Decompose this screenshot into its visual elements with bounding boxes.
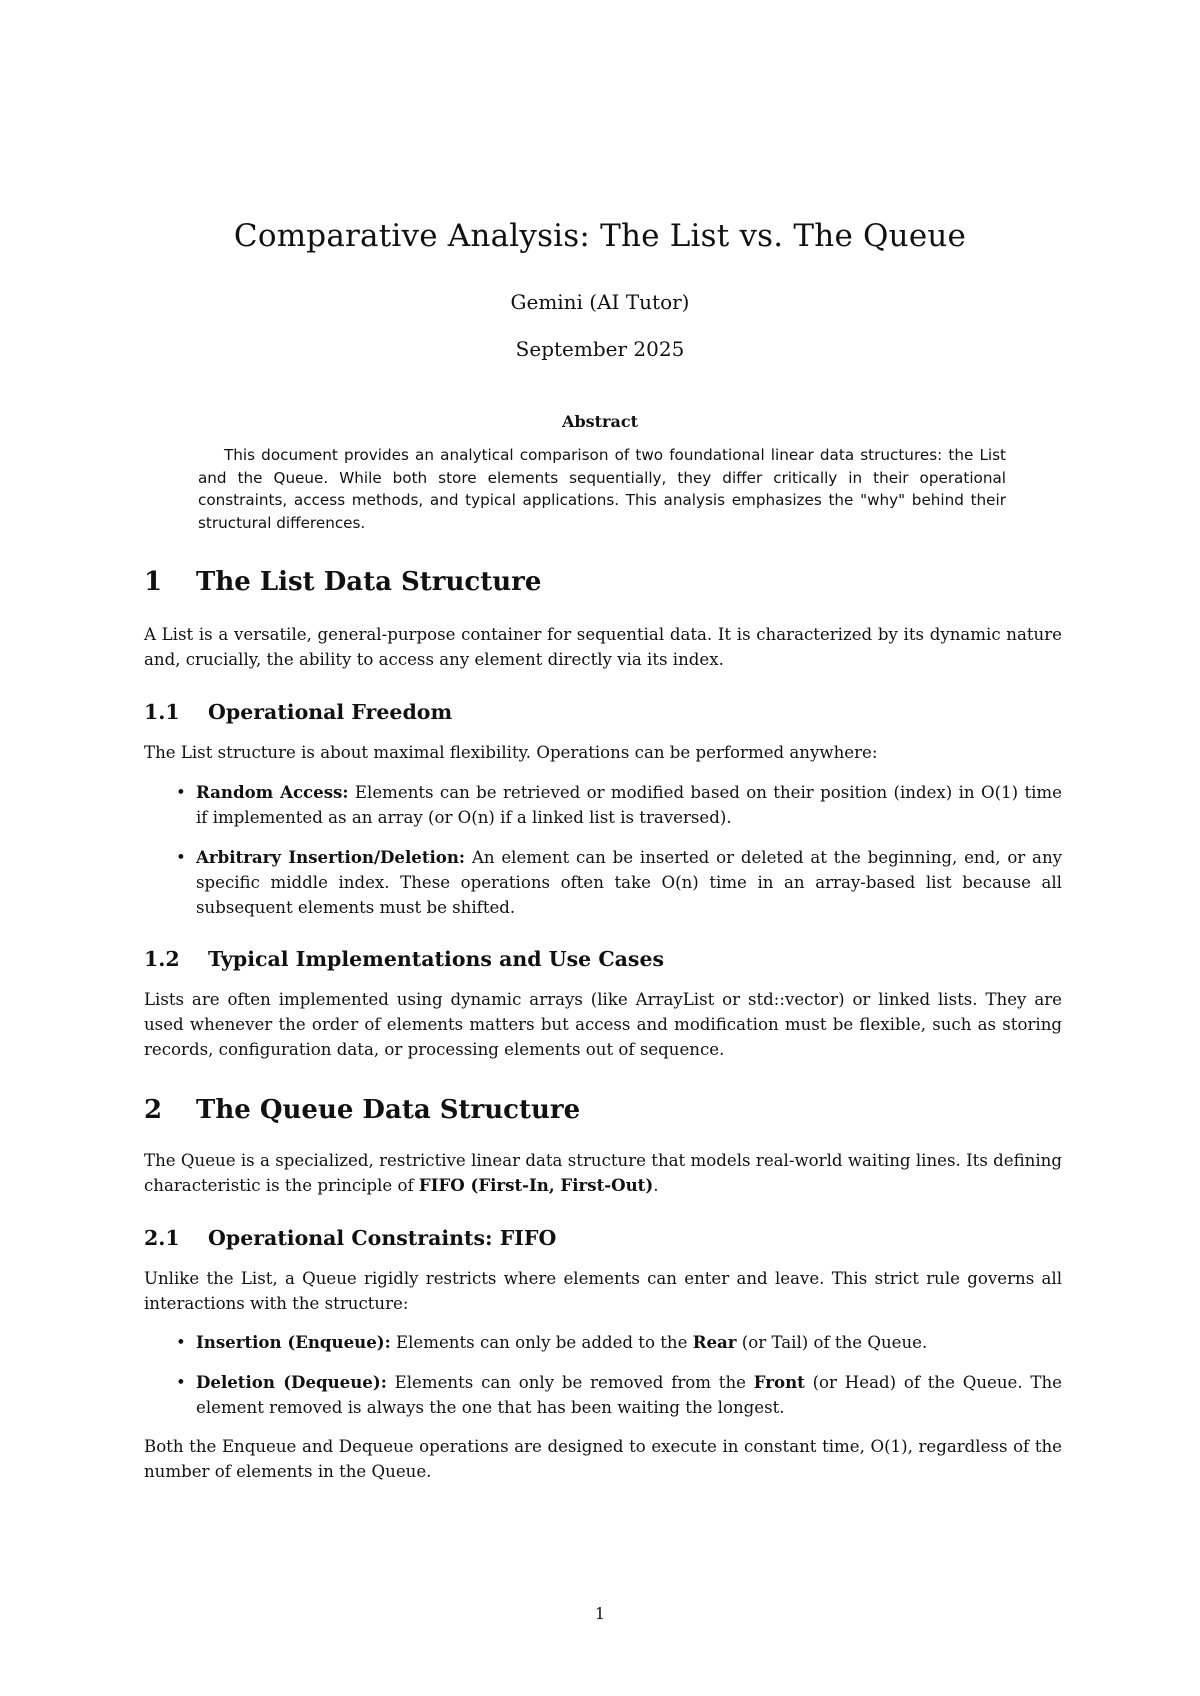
document-date: September 2025 [515,337,685,361]
bullet-text: An element can be inserted or deleted at the beginning, end, or any specific middle index. These operations often take O(n) time in an array-based list because all subsequent elements must be shifted. [196,848,1062,917]
queue-operations-bullets [144,1330,1062,1420]
bullet-emphasis: Rear [692,1332,737,1352]
subsection-number: 1.1 [144,700,180,724]
abstract-heading: Abstract [562,412,638,431]
bullet-text-end: (or Head) of the Queue. The element removed is always the one that has been waiting the longest. [196,1373,1062,1417]
intro-text-end: . [653,1176,659,1195]
list-item [144,780,1062,830]
document-title: Comparative Analysis: The List vs. The Queue [233,218,967,254]
bullet-icon: • [176,783,186,802]
section-1-intro: A List is a versatile, general-purpose container for sequential data. It is characterized by its dynamic nature and, crucially, the ability to access any element directly via its index. [144,625,1062,669]
bullet-text: Elements can only be removed from the [386,1373,754,1392]
subsection-title: Operational Freedom [208,700,453,724]
list-operations-bullets [144,780,1062,920]
subsection-1-1-heading [144,700,1064,724]
abstract-text: This document provides an analytical comparison of two foundational linear data structures: the List and the Queue. While both store elements sequentially, they differ critically in their operational constraints, access methods, and typical applications. This analysis emphasizes the "why" behind their structural differences. [198,446,1006,532]
bullet-label: Insertion (Enqueue): [196,1332,391,1352]
section-2-intro [144,1148,1062,1198]
subsection-number: 1.2 [144,947,180,971]
page-number: 1 [594,1604,606,1623]
bullet-icon: • [176,1333,186,1352]
subsection-title: Operational Constraints: FIFO [208,1226,557,1250]
bullet-label: Deletion (Dequeue): [196,1372,387,1392]
list-item [144,1370,1062,1420]
document-author: Gemini (AI Tutor) [510,290,690,314]
list-item [144,845,1062,920]
section-title: The List Data Structure [196,567,542,597]
bullet-text: Elements can be retrieved or modified based on their position (index) in O(1) time if implemented as an array (or O(n) if a linked list is traversed). [196,783,1062,827]
section-number: 2 [144,1095,163,1125]
subsection-2-1-heading [144,1226,1064,1250]
subsection-number: 2.1 [144,1226,180,1250]
subsection-2-1-intro: Unlike the List, a Queue rigidly restricts where elements can enter and leave. This strict rule governs all interactions with the structure: [144,1269,1062,1313]
list-item [144,1330,1062,1355]
bullet-emphasis: Front [753,1372,805,1392]
fifo-term: FIFO (First-In, First-Out) [418,1175,654,1195]
bullet-icon: • [176,1373,186,1392]
bullet-label: Arbitrary Insertion/Deletion: [196,847,466,867]
section-number: 1 [144,567,163,597]
bullet-text: Elements can only be added to the [390,1333,693,1352]
section-title: The Queue Data Structure [196,1095,581,1125]
bullet-label: Random Access: [196,782,349,802]
bullet-icon: • [176,848,186,867]
subsection-1-2-heading [144,947,1064,971]
subsection-2-1-closing: Both the Enqueue and Dequeue operations are designed to execute in constant time, O(1), regardless of the number of elements in the Queue. [144,1437,1062,1481]
subsection-1-1-intro: The List structure is about maximal flexibility. Operations can be performed anywhere: [144,743,878,762]
section-1-heading [144,567,1064,597]
subsection-1-2-text: Lists are often implemented using dynamic arrays (like ArrayList or std::vector) or linked lists. They are used whenever the order of elements matters but access and modification must be flexible, such as storing records, configuration data, or processing elements out of sequence. [144,990,1062,1059]
subsection-title: Typical Implementations and Use Cases [208,947,665,971]
section-2-heading [144,1095,1064,1125]
bullet-text-end: (or Tail) of the Queue. [736,1333,928,1352]
intro-text: The Queue is a specialized, restrictive linear data structure that models real-world waiting lines. Its defining characteristic is the principle of [144,1151,1062,1195]
